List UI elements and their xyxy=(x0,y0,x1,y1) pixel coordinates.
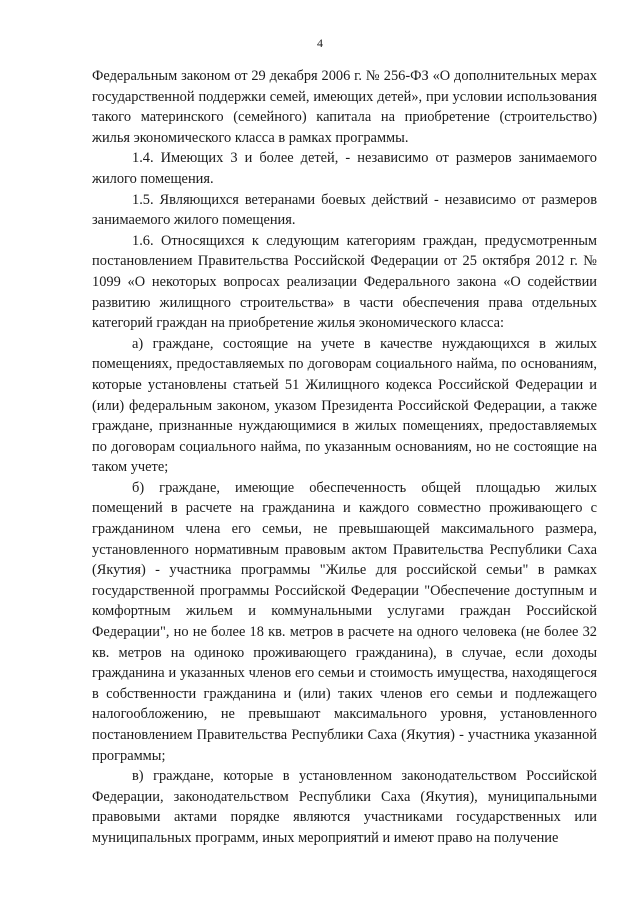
paragraph-subitem-a: а) граждане, состоящие на учете в качестве нуждающихся в жилых помещениях, предоставляемых по договорам социального найма, по основаниям, которые установлены статьей 51 Жилищного кодекса Российской Федерации и (или) федеральным законом, указом Президента Российской Федерации, а также граждане, признанные нуждающимися в жилых помещениях, предоставляемых по договорам социального найма, по указанным основаниям, но не состоящие на таком учете; xyxy=(92,335,597,476)
paragraph-item-1-6: 1.6. Относящихся к следующим категориям граждан, предусмотренным постановлением Правительства Российской Федерации от 25 октября 2012 г. № 1099 «О некоторых вопросах реализации Федерального закона «О содействии развитию жилищного строительства» в части обеспечения права отдельных категорий граждан на приобретение жилья экономического класса: xyxy=(92,232,597,332)
page-number: 4 xyxy=(317,36,323,50)
paragraph-continuation: Федеральным законом от 29 декабря 2006 г. № 256-ФЗ «О дополнительных мерах государственной поддержки семей, имеющих детей», при условии использования такого материнского (семейного) капитала на приобретение (строительство) жилья экономического класса в рамках программы. xyxy=(92,68,597,146)
paragraph-subitem-v: в) граждане, которые в установленном законодательством Российской Федерации, законодательством Республики Саха (Якутия), муниципальными правовыми актами порядке являются участниками государственных или муниципальных программ, иных мероприятий и имеют право на получение xyxy=(92,768,597,846)
paragraph-item-1-5: 1.5. Являющихся ветеранами боевых действий - независимо от размеров занимаемого жилого помещения. xyxy=(92,191,597,229)
paragraph-subitem-b: б) граждане, имеющие обеспеченность общей площадью жилых помещений в расчете на гражданина и каждого совместно проживающего с гражданином члена его семьи, не превышающей максимального размера, установленного нормативным правовым актом Правительства Республики Саха (Якутия) - участника программы "Жилье для российской семьи" в рамках государственной программы Российской Федерации "Обеспечение доступным и комфортным жильем и коммунальными услугами граждан Российской Федерации", но не более 18 кв. метров в расчете на одного человека (не более 32 кв. метров на одиноко проживающего гражданина), в случае, если доходы гражданина и указанных членов его семьи и стоимость имущества, находящегося в собственности гражданина и (или) таких членов его семьи и подлежащего налогообложению, не превышают максимального уровня, установленного постановлением Правительства Республики Саха (Якутия) - участника указанной программы; xyxy=(92,479,597,764)
document-body xyxy=(92,66,597,849)
paragraph-item-1-4: 1.4. Имеющих 3 и более детей, - независимо от размеров занимаемого жилого помещения. xyxy=(92,150,597,187)
